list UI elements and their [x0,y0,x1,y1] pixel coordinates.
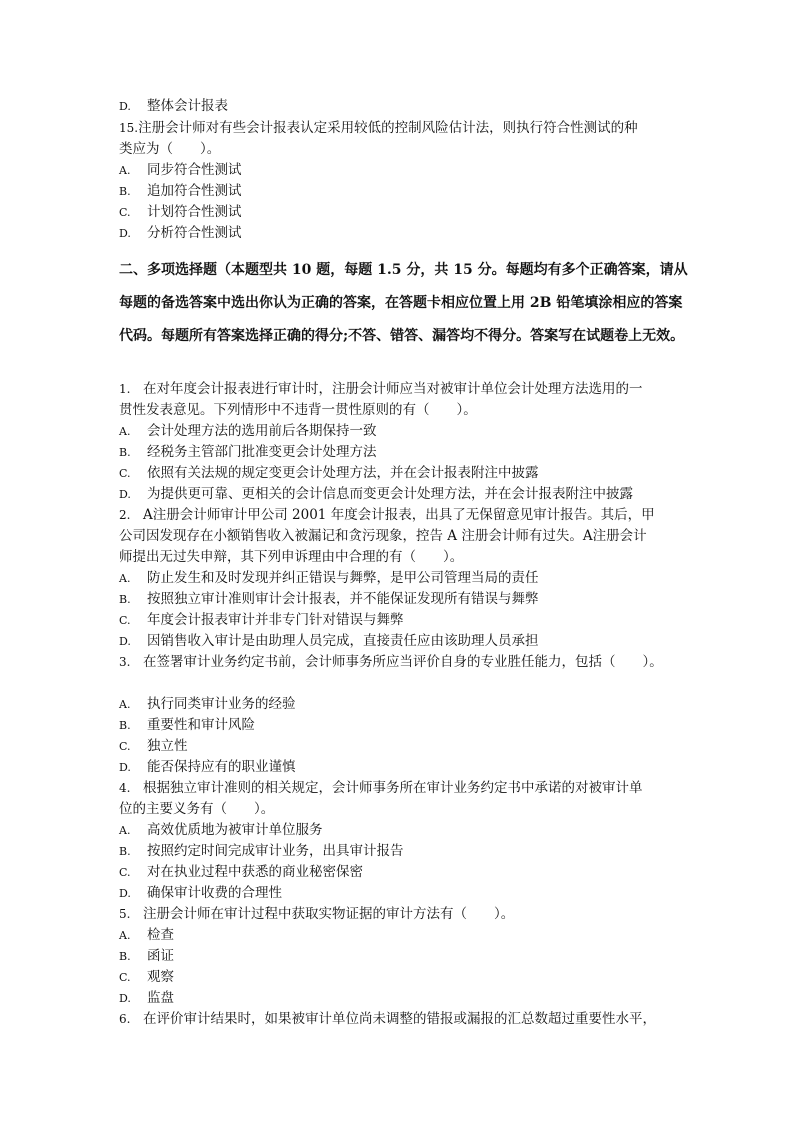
question-number: 4. [119,781,131,795]
option-label: A. [119,425,131,438]
option-text: 为提供更可靠、更相关的会计信息而变更会计处理方法，并在会计报表附注中披露 [147,486,633,502]
option-label: D. [119,635,131,648]
option-row [119,841,404,862]
option-label: B. [119,950,131,963]
option-label: B. [119,185,131,198]
option-row [119,442,377,463]
option-label: A. [119,572,131,585]
question-number: 2. [119,508,131,522]
option-text: 因销售收入审计是由助理人员完成，直接责任应由该助理人员承担 [147,633,539,649]
option-text: 执行同类审计业务的经验 [147,696,296,712]
question-15 [119,118,638,139]
question-text-cont: 师提出无过失申辩，其下列申诉理由中合理的有（ ）。 [119,549,464,565]
option-label: B. [119,446,131,459]
option-text: 年度会计报表审计并非专门针对错误与舞弊 [147,612,404,628]
option-text: 按照约定时间完成审计业务，出具审计报告 [147,843,404,859]
option-label: D. [119,761,131,774]
question-text: 根据独立审计准则的相关规定，会计师事务所在审计业务约定书中承诺的对被审计单 [143,780,643,796]
option-row [119,223,242,244]
option-row [119,925,174,946]
option-row [119,484,633,505]
option-text: 监盘 [147,990,174,1006]
question-text: 注册会计师在审计过程中获取实物证据的审计方法有（ ）。 [143,906,515,922]
option-text: 检查 [147,927,174,943]
option-text: 按照独立审计准则审计会计报表，并不能保证发现所有错误与舞弊 [147,591,539,607]
option-label: D. [119,488,131,501]
option-label: D. [119,992,131,1005]
question-number: 15. [119,121,139,135]
section-heading-cont: 每题的备选答案中选出你认为正确的答案，在答题卡相应位置上用 2B 铅笔填涂相应的答案 [119,295,683,311]
option-label: D. [119,100,131,113]
option-row [119,820,323,841]
question-number: 6. [119,1012,131,1026]
option-text: 对在执业过程中获悉的商业秘密保密 [147,864,363,880]
question-number: 3. [119,655,131,669]
option-row [119,694,296,715]
option-text: 分析符合性测试 [147,225,242,241]
option-label: D. [119,227,131,240]
question-5 [119,904,514,925]
option-row [119,946,174,967]
option-text: 会计处理方法的选用前后各期保持一致 [147,423,377,439]
option-row [119,421,377,442]
option-row [119,988,174,1009]
option-row [119,202,242,223]
question-4 [119,778,643,799]
option-label: C. [119,467,131,480]
option-label: C. [119,614,131,627]
option-row [119,736,188,757]
option-row [119,181,242,202]
option-row [119,631,539,652]
option-label: C. [119,206,131,219]
option-text: 确保审计收费的合理性 [147,885,282,901]
question-number: 1. [119,382,131,396]
option-text: 观察 [147,969,174,985]
section-heading: 二、多项选择题（本题型共 10 题，每题 1.5 分，共 15 分。每题均有多个正确答案，请从 [119,262,688,278]
option-text: 计划符合性测试 [147,204,242,220]
question-1 [119,379,643,400]
option-label: C. [119,740,131,753]
question-text-cont: 公司因发现存在小额销售收入被漏记和贪污现象，控告 A 注册会计师有过失。A注册会计 [119,528,647,544]
question-3 [119,652,663,673]
option-label: A. [119,824,131,837]
option-label: B. [119,593,131,606]
option-text: 依照有关法规的规定变更会计处理方法，并在会计报表附注中披露 [147,465,539,481]
question-text: 注册会计师对有些会计报表认定采用较低的控制风险估计法，则执行符合性测试的种 [138,120,638,136]
question-6 [119,1009,656,1030]
option-label: A. [119,698,131,711]
option-label: C. [119,866,131,879]
option-text: 同步符合性测试 [147,162,242,178]
option-text: 函证 [147,948,174,964]
option-label: B. [119,719,131,732]
option-row [119,160,242,181]
section-heading-cont: 代码。每题所有答案选择正确的得分;不答、错答、漏答均不得分。答案写在试题卷上无效。 [119,328,685,344]
option-label: D. [119,887,131,900]
option-text: 防止发生和及时发现并纠正错误与舞弊，是甲公司管理当局的责任 [147,570,539,586]
question-2 [119,505,655,526]
question-text-cont: 位的主要义务有（ ）。 [119,801,275,817]
option-text: 重要性和审计风险 [147,717,255,733]
option-row [119,862,363,883]
option-row [119,715,255,736]
option-row [119,757,296,778]
option-label: C. [119,971,131,984]
option-row [119,96,228,117]
option-text: 高效优质地为被审计单位服务 [147,822,323,838]
option-label: A. [119,929,131,942]
question-text: 在签署审计业务约定书前，会计师事务所应当评价自身的专业胜任能力，包括（ ）。 [143,654,663,670]
option-row [119,967,174,988]
option-label: B. [119,845,131,858]
option-text: 追加符合性测试 [147,183,242,199]
option-label: A. [119,164,131,177]
question-text: 在评价审计结果时，如果被审计单位尚未调整的错报或漏报的汇总数超过重要性水平， [143,1011,656,1027]
option-text: 能否保持应有的职业谨慎 [147,759,296,775]
option-text: 整体会计报表 [147,98,228,114]
option-row [119,463,539,484]
option-row [119,589,539,610]
question-text-cont: 类应为（ ）。 [119,141,221,157]
question-text: 在对年度会计报表进行审计时，注册会计师应当对被审计单位会计处理方法选用的一 [143,381,643,397]
question-text-cont: 贯性发表意见。下列情形中不违背一贯性原则的有（ ）。 [119,402,477,418]
question-number: 5. [119,907,131,921]
option-row [119,568,539,589]
question-text: A注册会计师审计甲公司 2001 年度会计报表，出具了无保留意见审计报告。其后，甲 [143,507,655,523]
option-row [119,883,282,904]
option-row [119,610,404,631]
option-text: 经税务主管部门批准变更会计处理方法 [147,444,377,460]
option-text: 独立性 [147,738,188,754]
